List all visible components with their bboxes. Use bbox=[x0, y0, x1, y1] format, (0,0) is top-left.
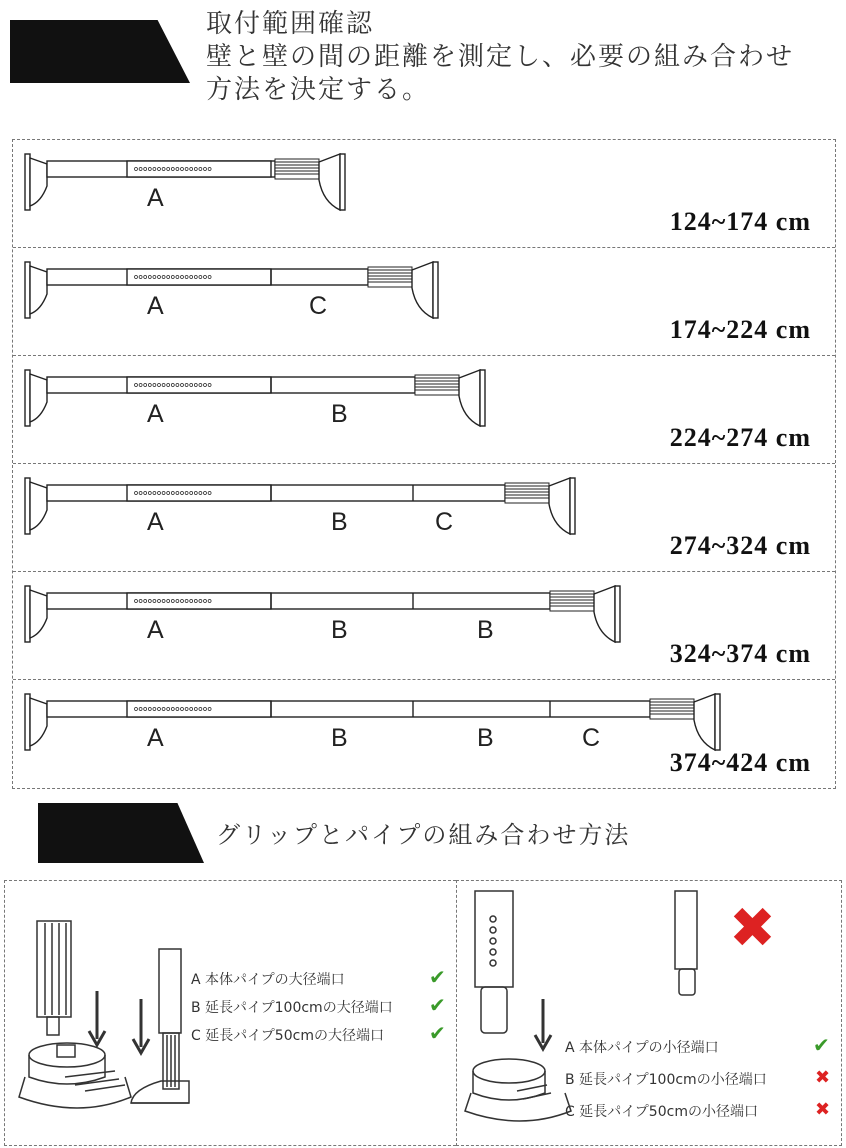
legend-item bbox=[565, 1037, 719, 1057]
range-label: 174~224 cm bbox=[669, 315, 811, 344]
range-label: 124~174 cm bbox=[669, 207, 811, 236]
range-label: 324~374 cm bbox=[669, 639, 811, 668]
right-assembly-panel bbox=[456, 880, 842, 1146]
config-row bbox=[13, 248, 835, 356]
check-icon: ✔ bbox=[429, 993, 446, 1017]
config-row bbox=[13, 356, 835, 464]
legend-item bbox=[565, 1069, 767, 1089]
segment-label: A bbox=[147, 616, 164, 644]
legend-text: B 延長パイプ100cmの小径端口 bbox=[565, 1072, 767, 1088]
config-row bbox=[13, 680, 835, 788]
range-label: 224~274 cm bbox=[669, 423, 811, 452]
section1-desc-line2: 方法を決定する。 bbox=[206, 75, 431, 105]
section1-banner bbox=[10, 20, 190, 83]
segment-label: A bbox=[147, 184, 164, 212]
range-label: 274~324 cm bbox=[669, 531, 811, 560]
segment-label: C bbox=[582, 724, 601, 752]
config-row bbox=[13, 464, 835, 572]
segment-label: B bbox=[331, 616, 348, 644]
legend-text: B 延長パイプ100cmの大径端口 bbox=[191, 1000, 393, 1016]
legend-item bbox=[191, 969, 345, 989]
cross-icon: ✖ bbox=[815, 1067, 831, 1088]
legend-item bbox=[191, 997, 393, 1017]
legend-text: A 本体パイプの大径端口 bbox=[191, 972, 345, 988]
configuration-table bbox=[12, 139, 836, 789]
section1-title: 取付範囲確認 bbox=[206, 9, 375, 39]
legend-item bbox=[191, 1025, 384, 1045]
section1-desc-line1: 壁と壁の間の距離を測定し、必要の組み合わせ bbox=[206, 42, 795, 72]
segment-label: B bbox=[331, 400, 348, 428]
segment-label: A bbox=[147, 508, 164, 536]
large-cross-icon: ✖ bbox=[729, 896, 776, 961]
config-row bbox=[13, 140, 835, 248]
segment-label: A bbox=[147, 292, 164, 320]
segment-label: B bbox=[477, 724, 494, 752]
legend-text: C 延長パイプ50cmの大径端口 bbox=[191, 1028, 384, 1044]
section2-banner bbox=[38, 803, 204, 863]
legend-text: A 本体パイプの小径端口 bbox=[565, 1040, 719, 1056]
config-row bbox=[13, 572, 835, 680]
left-assembly-panel bbox=[4, 880, 456, 1146]
segment-label: B bbox=[331, 724, 348, 752]
segment-label: A bbox=[147, 400, 164, 428]
segment-label: C bbox=[309, 292, 328, 320]
check-icon: ✔ bbox=[429, 965, 446, 989]
segment-label: C bbox=[435, 508, 454, 536]
segment-label: A bbox=[147, 724, 164, 752]
check-icon: ✔ bbox=[813, 1033, 830, 1057]
legend-text: C 延長パイプ50cmの小径端口 bbox=[565, 1104, 758, 1120]
legend-item bbox=[565, 1101, 758, 1121]
segment-label: B bbox=[331, 508, 348, 536]
check-icon: ✔ bbox=[429, 1021, 446, 1045]
section2-title: グリップとパイプの組み合わせ方法 bbox=[216, 821, 631, 849]
segment-label: B bbox=[477, 616, 494, 644]
cross-icon: ✖ bbox=[815, 1099, 831, 1120]
range-label: 374~424 cm bbox=[669, 748, 811, 777]
